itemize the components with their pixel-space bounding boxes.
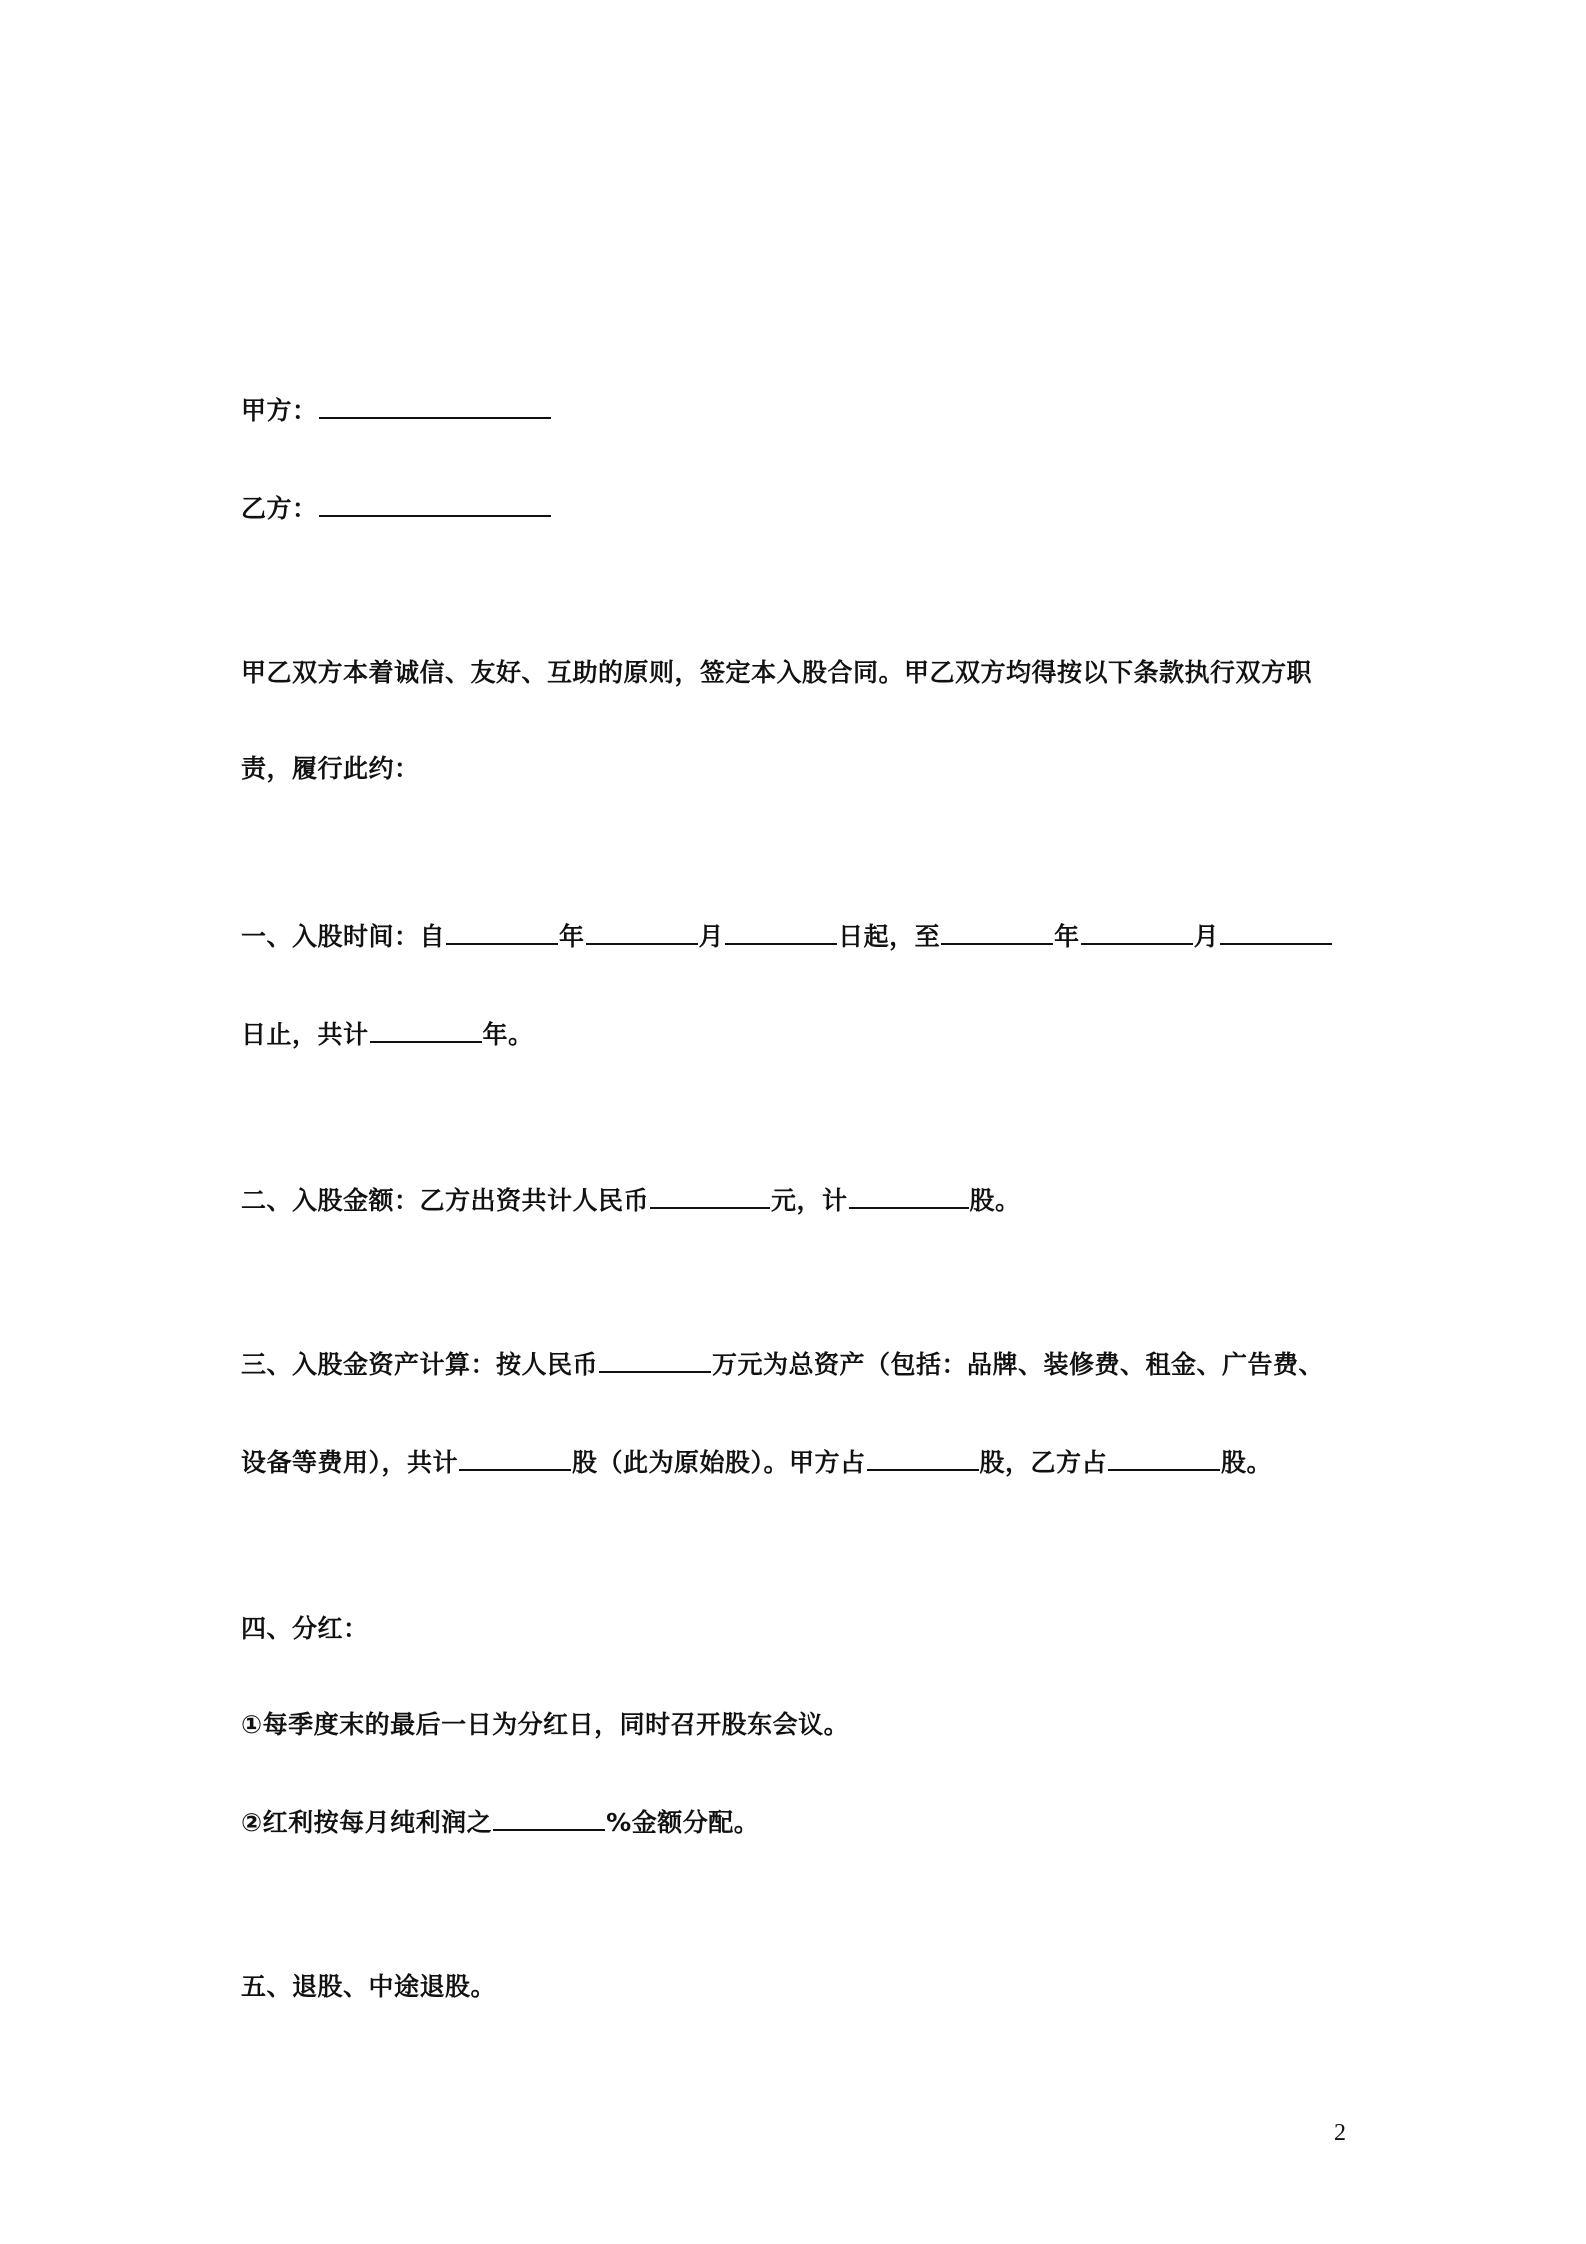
intro-line-1: 甲乙双方本着诚信、友好、互助的原则，签定本入股合同。甲乙双方均得按以下条款执行双方职 bbox=[241, 658, 1313, 687]
party-b-line bbox=[241, 492, 552, 526]
party-a-line bbox=[241, 394, 552, 428]
blank bbox=[650, 1185, 770, 1209]
section-4-text: ②红利按每月纯利润之 bbox=[241, 1808, 493, 1837]
section-4-text: %金额分配。 bbox=[606, 1808, 760, 1837]
blank bbox=[493, 1807, 605, 1831]
blank bbox=[599, 1349, 711, 1373]
section-2-text: 元，计 bbox=[771, 1186, 848, 1215]
section-2-line bbox=[241, 1184, 1021, 1218]
section-4-item-2 bbox=[241, 1806, 759, 1840]
blank bbox=[941, 921, 1053, 945]
blank bbox=[725, 921, 837, 945]
blank bbox=[370, 1019, 482, 1043]
party-a-label: 甲方： bbox=[241, 396, 318, 425]
section-1-label: 一、入股时间： bbox=[241, 922, 420, 951]
section-3-text: 股。 bbox=[1221, 1448, 1273, 1477]
section-3-line-1 bbox=[241, 1348, 1324, 1382]
section-2-text: 乙方出资共计人民币 bbox=[419, 1186, 650, 1215]
section-2-label: 二、入股金额： bbox=[241, 1186, 420, 1215]
section-3-line-2 bbox=[241, 1446, 1272, 1480]
section-4-label: 四、分红： bbox=[241, 1614, 369, 1643]
section-1-line-1 bbox=[241, 920, 1333, 954]
party-a-blank bbox=[319, 395, 551, 419]
section-1-text: 年 bbox=[559, 922, 585, 951]
section-1-text: 月 bbox=[1193, 922, 1220, 951]
party-b-blank bbox=[319, 493, 551, 517]
intro-line-2: 责，履行此约： bbox=[241, 754, 420, 783]
section-3-text: 股（此为原始股）。甲方占 bbox=[572, 1448, 866, 1477]
blank bbox=[1081, 921, 1193, 945]
section-1-text: 年。 bbox=[482, 1020, 534, 1049]
section-1-line-2 bbox=[241, 1018, 534, 1052]
section-3-text: 按人民币 bbox=[496, 1350, 599, 1379]
section-1-text: 月 bbox=[698, 922, 725, 951]
blank bbox=[586, 921, 698, 945]
blank bbox=[446, 921, 558, 945]
section-1-text: 日止，共计 bbox=[241, 1020, 369, 1049]
section-3-text: 股，乙方占 bbox=[979, 1448, 1108, 1477]
party-b-label: 乙方： bbox=[241, 494, 318, 523]
section-1-text: 自 bbox=[419, 922, 446, 951]
section-2-text: 股。 bbox=[969, 1186, 1021, 1215]
section-4-item-1: ①每季度末的最后一日为分红日，同时召开股东会议。 bbox=[241, 1710, 850, 1739]
section-1-text: 日起，至 bbox=[838, 922, 941, 951]
blank bbox=[867, 1447, 979, 1471]
blank bbox=[849, 1185, 969, 1209]
page-number: 2 bbox=[1334, 2120, 1346, 2146]
section-3-label: 三、入股金资产计算： bbox=[241, 1350, 497, 1379]
blank bbox=[1220, 921, 1332, 945]
section-1-text: 年 bbox=[1054, 922, 1080, 951]
blank bbox=[1108, 1447, 1220, 1471]
section-3-text: 万元为总资产（包括：品牌、装修费、租金、广告费、 bbox=[712, 1350, 1325, 1379]
section-5-label: 五、退股、中途退股。 bbox=[241, 1972, 497, 2001]
section-3-text: 设备等费用），共计 bbox=[241, 1448, 459, 1477]
blank bbox=[459, 1447, 571, 1471]
